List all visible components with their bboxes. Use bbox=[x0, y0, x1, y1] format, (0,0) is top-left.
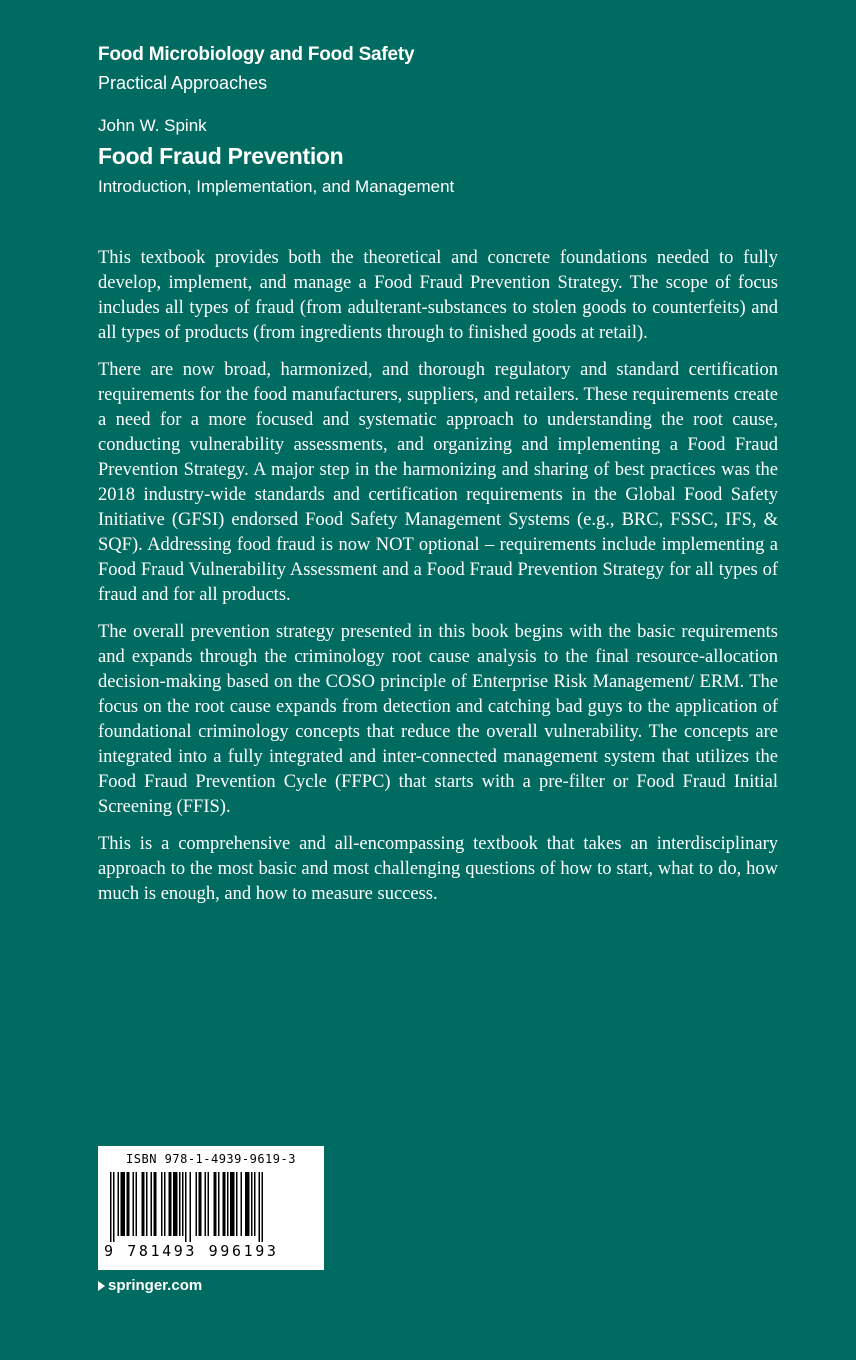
springer-link-text: springer.com bbox=[108, 1277, 203, 1294]
blurb-paragraph: This is a comprehensive and all-encompassing textbook that takes an interdisciplinary approach to the most basic and most challenging questions of how to start, what to do, how much is enough, and how to measure success. bbox=[98, 834, 778, 904]
arrow-right-icon bbox=[98, 1281, 105, 1291]
barcode-box bbox=[98, 1146, 324, 1270]
book-title: Food Fraud Prevention bbox=[98, 143, 344, 169]
blurb-paragraph: This textbook provides both the theoretical and concrete foundations needed to fully develop, implement, and manage a Food Fraud Prevention Strategy. The scope of focus includes all types of fraud (from adulterant-substances to stolen goods to counterfeits) and all types of products (from ingredients through to finished goods at retail). bbox=[98, 248, 778, 343]
author-name: John W. Spink bbox=[98, 116, 207, 135]
series-subtitle: Practical Approaches bbox=[98, 73, 268, 93]
springer-link[interactable] bbox=[98, 1277, 202, 1294]
book-subtitle: Introduction, Implementation, and Management bbox=[98, 177, 455, 196]
blurb-paragraph: The overall prevention strategy presented in this book begins with the basic requirements and expands through the criminology root cause analysis to the final resource-allocation decision-making based on the COSO principle of Enterprise Risk Management/ ERM. The focus on the root cause expands from detection and catching bad guys to the application of foundational criminology concepts that reduce the overall vulnerability. The concepts are integrated into a fully integrated and inter-connected management system that utilizes the Food Fraud Prevention Cycle (FFPC) that starts with a pre-filter or Food Fraud Initial Screening (FFIS). bbox=[98, 622, 778, 817]
barcode-digits: 9 781493 996193 bbox=[104, 1242, 279, 1260]
blurb-paragraph: There are now broad, harmonized, and thorough regulatory and standard certification requirements for the food manufacturers, suppliers, and retailers. These requirements create a need for a more focused and systematic approach to understanding the root cause, conducting vulnerability assessments, and organizing and implementing a Food Fraud Prevention Strategy. A major step in the harmonizing and sharing of best practices was the 2018 industry-wide standards and certification requirements in the Global Food Safety Initiative (GFSI) endorsed Food Safety Management Systems (e.g., BRC, FSSC, IFS, & SQF). Addressing food fraud is now NOT optional – requirements include implementing a Food Fraud Vulnerability Assessment and a Food Fraud Prevention Strategy for all types of fraud and for all products. bbox=[98, 360, 778, 605]
barcode-image bbox=[108, 1172, 314, 1242]
series-title: Food Microbiology and Food Safety bbox=[98, 44, 415, 65]
isbn-label: ISBN 978-1-4939-9619-3 bbox=[126, 1152, 296, 1166]
blurb bbox=[98, 246, 778, 919]
